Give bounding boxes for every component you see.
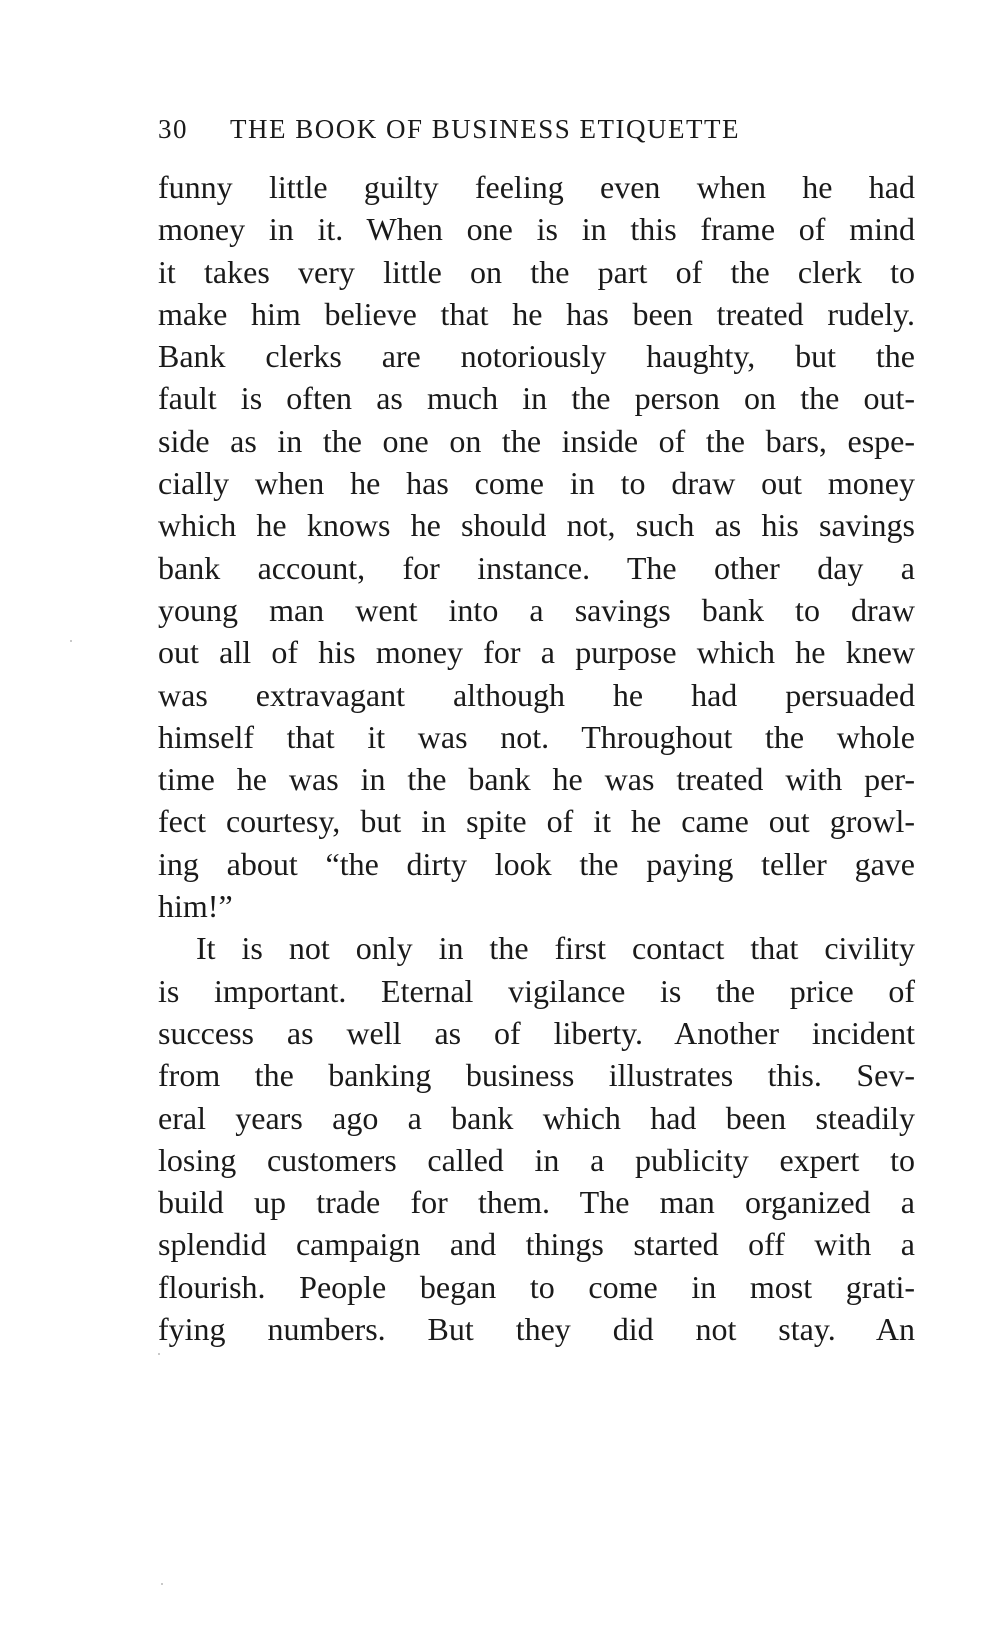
text-line: build up trade for them. The man organized a [158,1184,915,1221]
text-line: which he knows he should not, such as his savings [158,507,915,544]
text-line: success as well as of liberty. Another incident [158,1014,915,1051]
text-line: it takes very little on the part of the clerk to [158,253,915,290]
text-line: ing about “the dirty look the paying teller gave [158,845,915,882]
text-line: bank account, for instance. The other day a [158,549,915,586]
text-line: Bank clerks are notoriously haughty, but the [158,338,915,375]
text-line: fect courtesy, but in spite of it he came out growl- [158,803,915,840]
text-line: him!” [158,888,233,925]
text-line: cially when he has come in to draw out money [158,465,915,502]
text-line: out all of his money for a purpose which he knew [158,634,915,671]
page-number: 30 [158,114,188,144]
text-line: was extravagant although he had persuaded [158,676,915,713]
paper-speck [161,1583,163,1585]
running-title: THE BOOK OF BUSINESS ETIQUETTE [230,114,740,144]
text-line: young man went into a savings bank to draw [158,591,915,628]
text-line: losing customers called in a publicity expert to [158,1141,915,1178]
text-line: is important. Eternal vigilance is the price of [158,972,915,1009]
paper-speck [70,640,72,642]
text-line: flourish. People began to come in most grati- [158,1268,915,1305]
text-line: himself that it was not. Throughout the whole [158,718,915,755]
text-line: eral years ago a bank which had been steadily [158,1099,915,1136]
paragraph-2 [158,927,915,1350]
text-line: fying numbers. But they did not stay. An [158,1311,915,1348]
text-line: money in it. When one is in this frame of mind [158,211,915,248]
text-line: time he was in the bank he was treated with per- [158,761,915,798]
text-line: fault is often as much in the person on the out- [158,380,915,417]
paper-speck [158,1353,160,1355]
text-line: funny little guilty feeling even when he had [158,169,915,205]
text-line: from the banking business illustrates this. Sev- [158,1057,915,1094]
paragraph-1 [158,166,915,927]
text-line: It is not only in the first contact that civility [196,930,915,967]
text-line: side as in the one on the inside of the bars, espe- [158,422,915,459]
body-text [158,166,915,1350]
text-line: make him believe that he has been treated rudely. [158,295,915,332]
text-line: splendid campaign and things started off with a [158,1226,915,1263]
running-head [158,113,858,145]
